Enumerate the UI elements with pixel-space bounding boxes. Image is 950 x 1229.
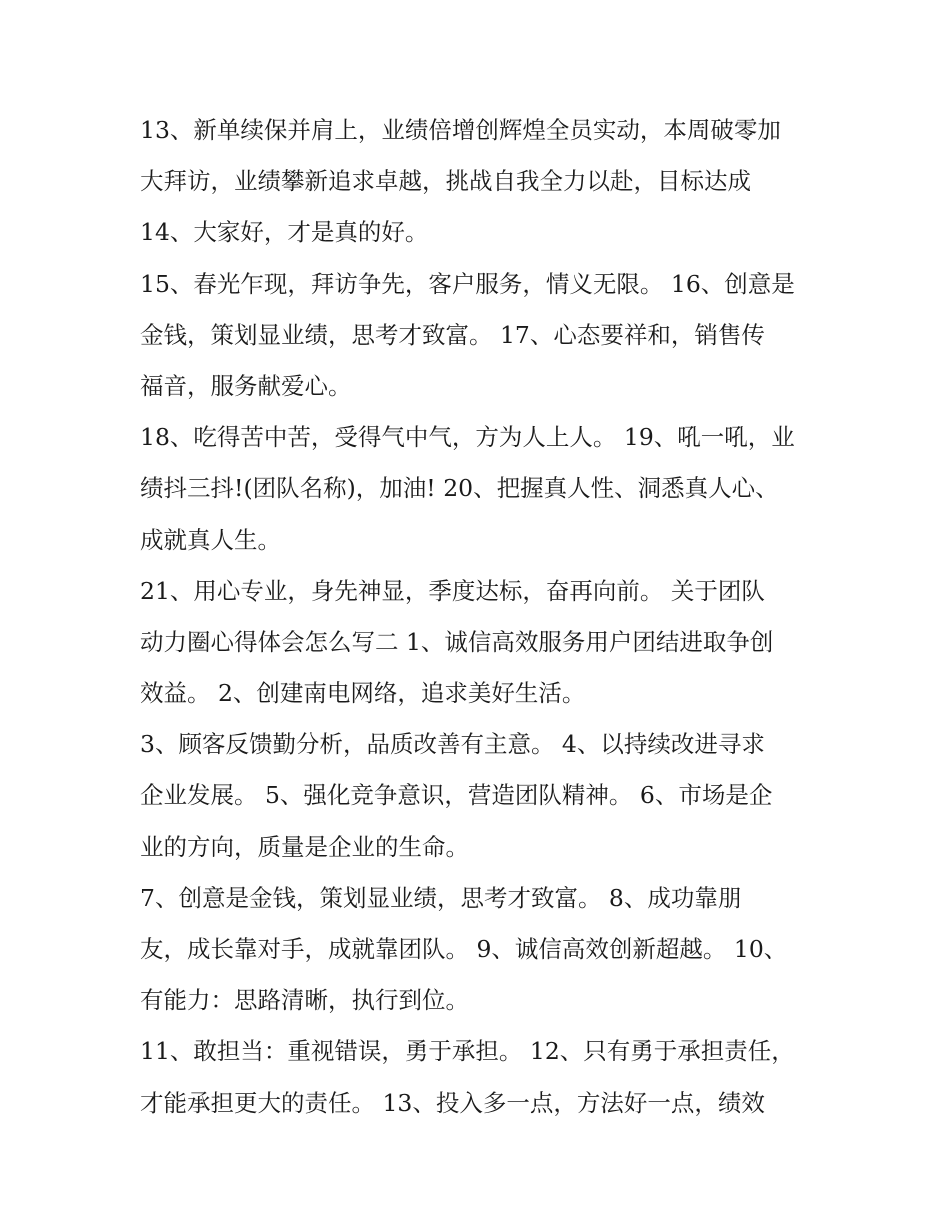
- text-line: 业的方向，质量是企业的生命。: [140, 832, 469, 861]
- text-line: 21、用心专业，身先神显，季度达标，奋再向前。 关于团队: [140, 576, 765, 605]
- text-line: 动力圈心得体会怎么写二 1、诚信高效服务用户团结进取争创: [140, 627, 774, 656]
- text-line: 企业发展。 5、强化竞争意识，营造团队精神。 6、市场是企: [140, 781, 773, 810]
- text-line: 18、吃得苦中苦，受得气中气，方为人上人。 19、吼一吼，业: [140, 423, 795, 452]
- text-line: 福音，服务献爱心。: [140, 371, 352, 400]
- text-line: 金钱，策划显业绩，思考才致富。 17、心态要祥和，销售传: [140, 320, 765, 349]
- body-text: [140, 105, 830, 1129]
- text-line: 效益。 2、创建南电网络，追求美好生活。: [140, 679, 586, 708]
- text-line: 7、创意是金钱，策划显业绩，思考才致富。 8、成功靠朋: [140, 883, 742, 912]
- text-line: 有能力：思路清晰，执行到位。: [140, 986, 469, 1015]
- text-line: 才能承担更大的责任。 13、投入多一点，方法好一点，绩效: [140, 1088, 765, 1117]
- text-line: 14、大家好，才是真的好。: [140, 218, 429, 247]
- text-line: 13、新单续保并肩上，业绩倍增创辉煌全员实动，本周破零加: [140, 116, 781, 144]
- text-line: 3、顾客反馈勤分析，品质改善有主意。 4、以持续改进寻求: [140, 730, 765, 759]
- text-line: 11、敢担当：重视错误，勇于承担。 12、只有勇于承担责任，: [140, 1037, 795, 1066]
- text-line: 大拜访，业绩攀新追求卓越，挑战自我全力以赴，目标达成: [140, 167, 751, 196]
- text-line: 绩抖三抖!(团队名称)，加油! 20、把握真人性、洞悉真人心、: [140, 474, 779, 503]
- text-line: 15、春光乍现，拜访争先，客户服务，情义无限。 16、创意是: [140, 269, 795, 298]
- text-line: 友，成长靠对手，成就靠团队。 9、诚信高效创新超越。 10、: [140, 935, 788, 963]
- text-line: 成就真人生。: [140, 525, 281, 554]
